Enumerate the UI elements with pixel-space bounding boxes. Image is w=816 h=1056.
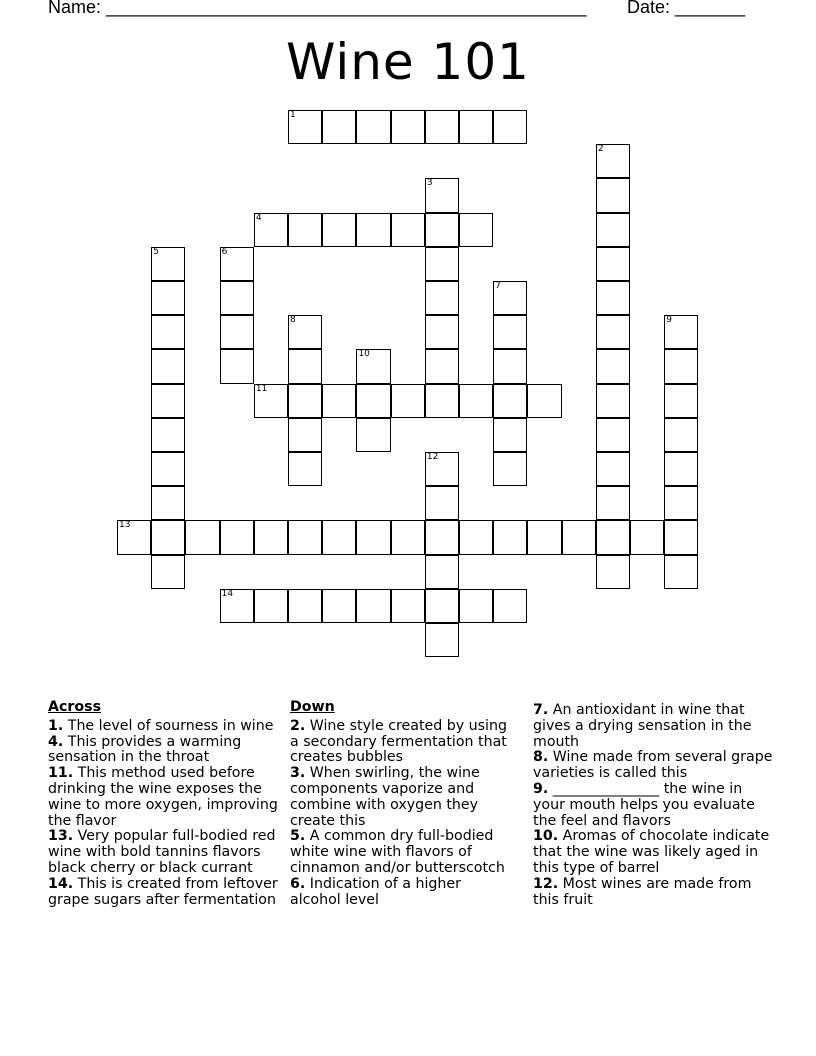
crossword-cell[interactable] bbox=[596, 520, 630, 554]
crossword-cell[interactable] bbox=[493, 281, 527, 315]
crossword-cell[interactable] bbox=[459, 110, 493, 144]
crossword-cell[interactable] bbox=[664, 520, 698, 554]
crossword-cell[interactable] bbox=[459, 589, 493, 623]
clue-text: This provides a warming sensation in the throat bbox=[48, 733, 242, 766]
clue-text: Indication of a higher alcohol level bbox=[290, 875, 461, 908]
clue-number: 7 bbox=[495, 280, 501, 291]
clue-text: A common dry full-bodied white wine with flavors of cinnamon and/or butterscotch bbox=[290, 828, 505, 876]
crossword-cell[interactable] bbox=[425, 247, 459, 281]
crossword-cell[interactable] bbox=[151, 384, 185, 418]
clue-text: Very popular full-bodied red wine with bold tannins flavors black cherry or black currant bbox=[48, 828, 276, 876]
crossword-cell[interactable] bbox=[596, 452, 630, 486]
crossword-cell[interactable] bbox=[254, 589, 288, 623]
clue-text: When swirling, the wine components vaporize and combine with oxygen they create this bbox=[290, 765, 480, 829]
crossword-cell[interactable] bbox=[425, 110, 459, 144]
crossword-cell[interactable] bbox=[493, 349, 527, 383]
crossword-cell[interactable] bbox=[151, 520, 185, 554]
down-clues bbox=[290, 700, 516, 908]
crossword-cell[interactable] bbox=[391, 110, 425, 144]
clue-number: 14 bbox=[221, 588, 234, 599]
clue-item bbox=[290, 829, 516, 876]
crossword-cell[interactable] bbox=[391, 589, 425, 623]
clue-text: Aromas of chocolate indicate that the wine was likely aged in this type of barrel bbox=[533, 828, 770, 876]
clue-item bbox=[48, 877, 286, 909]
clue-text: This method used before drinking the wine exposes the wine to more oxygen, improving the flavor bbox=[48, 765, 278, 829]
crossword-cell[interactable] bbox=[425, 623, 459, 657]
crossword-cell[interactable] bbox=[288, 213, 322, 247]
name-field[interactable]: Name: ________________________________________________ bbox=[48, 0, 587, 17]
clue-text: An antioxidant in wine that gives a drying sensation in the mouth bbox=[533, 702, 752, 750]
clue-num: 2. bbox=[290, 717, 306, 734]
clue-item bbox=[48, 735, 286, 767]
crossword-cell[interactable] bbox=[459, 213, 493, 247]
crossword-cell[interactable] bbox=[596, 418, 630, 452]
crossword-cell[interactable] bbox=[664, 349, 698, 383]
crossword-cell[interactable] bbox=[356, 349, 390, 383]
crossword-cell[interactable] bbox=[596, 486, 630, 520]
crossword-cell[interactable] bbox=[356, 110, 390, 144]
crossword-cell[interactable] bbox=[425, 555, 459, 589]
crossword-cell[interactable] bbox=[151, 315, 185, 349]
crossword-cell[interactable] bbox=[254, 520, 288, 554]
crossword-cell[interactable] bbox=[220, 247, 254, 281]
crossword-cell[interactable] bbox=[596, 178, 630, 212]
clue-item bbox=[290, 877, 516, 909]
clue-number: 6 bbox=[221, 246, 228, 257]
crossword-cell[interactable] bbox=[185, 520, 219, 554]
crossword-cell[interactable] bbox=[322, 589, 356, 623]
clue-item bbox=[48, 829, 286, 876]
clue-item bbox=[290, 766, 516, 829]
crossword-cell[interactable] bbox=[493, 110, 527, 144]
clue-text: Most wines are made from this fruit bbox=[533, 875, 752, 908]
crossword-cell[interactable] bbox=[459, 520, 493, 554]
clue-num: 9. bbox=[533, 780, 549, 797]
crossword-cell[interactable] bbox=[391, 384, 425, 418]
clue-item bbox=[533, 750, 773, 782]
crossword-cell[interactable] bbox=[254, 213, 288, 247]
clue-text: _______________ the wine in your mouth helps you evaluate the feel and flavors bbox=[533, 780, 755, 829]
clue-number: 1 bbox=[290, 109, 296, 120]
clue-item bbox=[533, 829, 773, 876]
across-clues bbox=[48, 700, 286, 908]
crossword-cell[interactable] bbox=[220, 281, 254, 315]
crossword-cell[interactable] bbox=[151, 486, 185, 520]
clue-num: 5. bbox=[290, 828, 306, 845]
crossword-cell[interactable] bbox=[596, 384, 630, 418]
crossword-cell[interactable] bbox=[664, 555, 698, 589]
crossword-cell[interactable] bbox=[220, 520, 254, 554]
clue-text: The level of sourness in wine bbox=[63, 717, 274, 734]
clue-number: 13 bbox=[119, 520, 131, 531]
clue-num: 1. bbox=[48, 717, 64, 734]
clue-number: 3 bbox=[426, 178, 433, 189]
crossword-cell[interactable] bbox=[288, 418, 322, 452]
date-field[interactable]: Date: _______ bbox=[627, 0, 746, 17]
clue-number: 10 bbox=[358, 349, 370, 360]
crossword-cell[interactable] bbox=[391, 520, 425, 554]
clue-item bbox=[533, 703, 773, 750]
crossword-cell[interactable] bbox=[596, 281, 630, 315]
clue-text: Wine style created by using a secondary fermentation that creates bubbles bbox=[290, 717, 507, 766]
crossword-cell[interactable] bbox=[425, 281, 459, 315]
clue-item bbox=[533, 782, 773, 829]
clue-num: 4. bbox=[48, 733, 64, 750]
crossword-cell[interactable] bbox=[425, 315, 459, 349]
clue-number: 2 bbox=[597, 144, 604, 155]
clue-num: 8. bbox=[533, 749, 549, 766]
clue-item bbox=[48, 766, 286, 829]
crossword-cell[interactable] bbox=[425, 486, 459, 520]
crossword-cell[interactable] bbox=[527, 520, 561, 554]
crossword-cell[interactable] bbox=[664, 452, 698, 486]
crossword-cell[interactable] bbox=[664, 418, 698, 452]
crossword-cell[interactable] bbox=[493, 315, 527, 349]
crossword-cell[interactable] bbox=[151, 281, 185, 315]
crossword-cell[interactable] bbox=[356, 384, 390, 418]
clue-number: 4 bbox=[255, 212, 262, 223]
clue-num: 14. bbox=[48, 875, 74, 892]
crossword-cell[interactable] bbox=[322, 520, 356, 554]
crossword-cell[interactable] bbox=[493, 589, 527, 623]
crossword-cell[interactable] bbox=[322, 213, 356, 247]
crossword-cell[interactable] bbox=[596, 213, 630, 247]
crossword-cell[interactable] bbox=[493, 418, 527, 452]
clue-num: 13. bbox=[48, 828, 74, 845]
crossword-cell[interactable] bbox=[117, 520, 151, 554]
crossword-cell[interactable] bbox=[664, 384, 698, 418]
clue-num: 7. bbox=[533, 702, 549, 718]
crossword-cell[interactable] bbox=[356, 520, 390, 554]
crossword-cell[interactable] bbox=[493, 452, 527, 486]
crossword-cell[interactable] bbox=[356, 213, 390, 247]
crossword-cell[interactable] bbox=[356, 589, 390, 623]
clue-number: 12 bbox=[426, 451, 439, 462]
page-title: Wine 101 bbox=[285, 33, 530, 91]
across-heading: Across bbox=[48, 699, 102, 715]
crossword-cell[interactable] bbox=[596, 555, 630, 589]
down-heading: Down bbox=[290, 699, 335, 715]
crossword-cell[interactable] bbox=[425, 589, 459, 623]
crossword-cell[interactable] bbox=[493, 520, 527, 554]
crossword-cell[interactable] bbox=[322, 384, 356, 418]
clue-num: 6. bbox=[290, 875, 306, 892]
crossword-cell[interactable] bbox=[151, 349, 185, 383]
down-clues-continued bbox=[533, 703, 773, 908]
clue-num: 10. bbox=[533, 828, 559, 845]
crossword-cell[interactable] bbox=[220, 315, 254, 349]
crossword-cell[interactable] bbox=[459, 384, 493, 418]
crossword-cell[interactable] bbox=[288, 384, 322, 418]
clue-num: 3. bbox=[290, 765, 306, 782]
crossword-cell[interactable] bbox=[527, 384, 561, 418]
clue-number: 8 bbox=[290, 315, 296, 326]
clue-item bbox=[533, 877, 773, 909]
clue-text: Wine made from several grape varieties is called this bbox=[533, 749, 773, 782]
crossword-cell[interactable] bbox=[425, 452, 459, 486]
crossword-cell[interactable] bbox=[356, 418, 390, 452]
crossword-cell[interactable] bbox=[425, 384, 459, 418]
crossword-cell[interactable] bbox=[596, 315, 630, 349]
crossword-cell[interactable] bbox=[288, 315, 322, 349]
clue-number: 5 bbox=[153, 246, 159, 257]
clue-num: 12. bbox=[533, 875, 559, 892]
crossword-cell[interactable] bbox=[562, 520, 596, 554]
crossword-cell[interactable] bbox=[493, 384, 527, 418]
crossword-cell[interactable] bbox=[220, 349, 254, 383]
crossword-cell[interactable] bbox=[630, 520, 664, 554]
clue-number: 9 bbox=[666, 315, 672, 326]
clue-item bbox=[48, 719, 286, 735]
crossword-cell[interactable] bbox=[288, 110, 322, 144]
crossword-cell[interactable] bbox=[664, 486, 698, 520]
clue-number: 11 bbox=[255, 383, 268, 394]
clue-item bbox=[290, 719, 516, 766]
crossword-cell[interactable] bbox=[425, 178, 459, 212]
crossword-cell[interactable] bbox=[664, 315, 698, 349]
crossword-cell[interactable] bbox=[391, 213, 425, 247]
crossword-cell[interactable] bbox=[151, 247, 185, 281]
crossword-cell[interactable] bbox=[596, 349, 630, 383]
crossword-cell[interactable] bbox=[288, 349, 322, 383]
clue-num: 11. bbox=[48, 765, 74, 782]
crossword-cell[interactable] bbox=[596, 144, 630, 178]
crossword-cell[interactable] bbox=[151, 418, 185, 452]
crossword-cell[interactable] bbox=[288, 452, 322, 486]
crossword-cell[interactable] bbox=[425, 520, 459, 554]
crossword-cell[interactable] bbox=[425, 213, 459, 247]
crossword-cell[interactable] bbox=[254, 384, 288, 418]
crossword-cell[interactable] bbox=[151, 555, 185, 589]
clue-text: This is created from leftover grape sugars after fermentation bbox=[48, 875, 278, 908]
crossword-cell[interactable] bbox=[425, 349, 459, 383]
crossword-cell[interactable] bbox=[322, 110, 356, 144]
crossword-cell[interactable] bbox=[151, 452, 185, 486]
crossword-cell[interactable] bbox=[288, 589, 322, 623]
crossword-cell[interactable] bbox=[220, 589, 254, 623]
crossword-cell[interactable] bbox=[596, 247, 630, 281]
crossword-cell[interactable] bbox=[288, 520, 322, 554]
